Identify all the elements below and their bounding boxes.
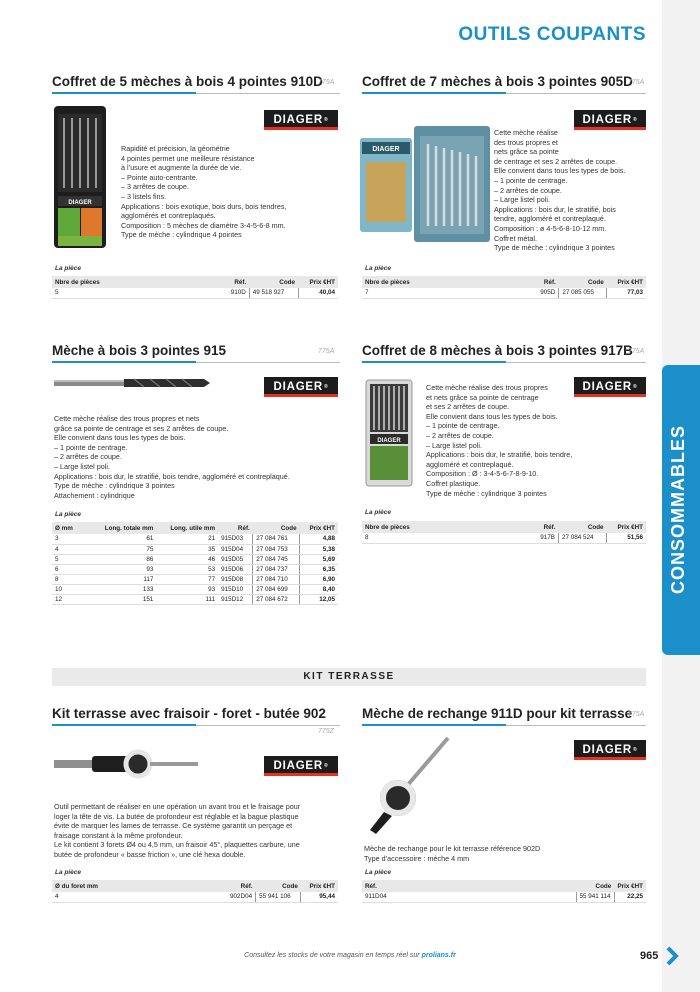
ref-tag-911d: 775A	[628, 711, 645, 718]
price-table-910d: Nbre de pièces Réf. Code Prix €HT 5 910D 49 518 927 40,04	[52, 276, 338, 299]
divider	[362, 361, 506, 363]
divider	[362, 724, 506, 726]
svg-text:DIAGER: DIAGER	[68, 200, 92, 206]
page-title: OUTILS COUPANTS	[458, 24, 646, 45]
product-title-915: Mèche à bois 3 pointes 915	[52, 343, 227, 358]
table-row: 8 117 77 915D08 27 084 710 6,90	[52, 574, 338, 584]
table-note: La pièce	[365, 869, 392, 876]
ref-tag-902: 775Z	[318, 728, 334, 735]
description-911d: Mèche de rechange pour le kit terrasse référence 902D Type d’accessoire : mèche 4 mm	[364, 844, 541, 863]
table-row: 8 917B 27 084 524 51,56	[362, 533, 646, 543]
table-note: La pièce	[55, 265, 82, 272]
table-row: 4 902D04 55 941 106 95,44	[52, 892, 338, 902]
brand-logo: DIAGER ®	[264, 756, 338, 776]
table-note: La pièce	[365, 509, 392, 516]
ref-tag-905d: 775A	[628, 79, 645, 86]
description-905d: Cette mèche réalise des trous propres et nets grâce sa pointe de centrage et ses 2 arrêtes de coupe. Elle convient dans tous les types de bois. – 1 pointe de centrage. – 2 arrêtes de coupe. – Large listel poli. Applications : bois dur, le stratifié, bois tendre, aggloméré et contreplaqué. Composition : ø 4-5-6-8-10-12 mm. Coffret métal. Type de mèche : cylindrique 3 pointes	[494, 128, 626, 253]
chevron-right-icon[interactable]	[664, 946, 680, 966]
product-image-902	[52, 738, 202, 790]
divider	[506, 725, 646, 726]
product-title-905d: Coffret de 7 mèches à bois 3 pointes 905D	[362, 74, 633, 89]
brand-logo: DIAGER ®	[574, 377, 646, 397]
price-table-917b: Nbre de pièces Réf. Code Prix €HT 8 917B 27 084 524 51,56	[362, 521, 646, 544]
divider	[52, 92, 196, 94]
table-row: 5 86 46 915D05 27 084 745 5,69	[52, 554, 338, 564]
product-title-911d: Mèche de rechange 911D pour kit terrasse	[362, 706, 633, 721]
table-row: 5 910D 49 518 927 40,04	[52, 288, 338, 298]
footer-link[interactable]: prolians.fr	[421, 952, 456, 959]
product-image-905d	[358, 122, 492, 244]
ref-tag-915: 775A	[318, 348, 335, 355]
brand-logo: DIAGER ®	[264, 110, 338, 130]
divider	[196, 362, 340, 363]
brand-logo: DIAGER ®	[574, 740, 646, 760]
ref-tag-917b: 775A	[628, 348, 645, 355]
table-row: 3 61 21 915D03 27 084 761 4,88	[52, 534, 338, 544]
product-image-911d	[362, 732, 462, 836]
brand-logo: DIAGER ®	[264, 377, 338, 397]
divider	[506, 362, 646, 363]
price-table-911d: Réf. Code Prix €HT 911D04 55 941 114 22,25	[362, 880, 646, 903]
price-table-905d: Nbre de pièces Réf. Code Prix €HT 7 905D 27 085 055 77,03	[362, 276, 646, 299]
table-note: La pièce	[55, 869, 82, 876]
table-note: La pièce	[365, 265, 392, 272]
product-image-910d	[52, 104, 110, 250]
page-number: 965	[640, 950, 659, 962]
table-note: La pièce	[55, 511, 82, 518]
price-table-902: Ø du foret mm Réf. Code Prix €HT 4 902D04 55 941 106 95,44	[52, 880, 338, 903]
section-band-kit-terrasse: KIT TERRASSE	[52, 668, 646, 686]
description-915: Cette mèche réalise des trous propres et nets grâce sa pointe de centrage et ses 2 arrêtes de coupe. Elle convient dans tous les types de bois. – 1 pointe de centrage. – 2 arrêtes de coupe. – Large listel poli. Applications : bois dur, le stratifié, bois tendre, aggloméré et contreplaqué. Type de mèche : cylindrique 3 pointes Attachement : cylindrique	[54, 414, 290, 500]
brand-logo: DIAGER ®	[574, 110, 646, 130]
product-image-915	[54, 374, 214, 392]
divider	[196, 725, 340, 726]
table-row: 4 75 35 915D04 27 084 753 5,38	[52, 544, 338, 554]
table-row: 12 151 111 915D12 27 084 672 12,05	[52, 594, 338, 604]
table-row: 10 133 93 915D10 27 084 699 8,40	[52, 584, 338, 594]
divider	[362, 92, 506, 94]
footer-note: Consultez les stocks de votre magasin en temps réel sur prolians.fr	[244, 952, 456, 959]
divider	[52, 361, 196, 363]
product-title-902: Kit terrasse avec fraisoir - foret - butée 902	[52, 706, 326, 721]
table-row: 7 905D 27 085 055 77,03	[362, 288, 646, 298]
product-title-917b: Coffret de 8 mèches à bois 3 pointes 917B	[362, 343, 633, 358]
svg-text:DIAGER: DIAGER	[377, 438, 401, 444]
divider	[52, 724, 196, 726]
category-label: CONSOMMABLES	[668, 425, 688, 595]
description-917b: Cette mèche réalise des trous propres et nets grâce sa pointe de centrage et ses 2 arrêtes de coupe. Elle convient dans tous les types de bois. – 1 pointe de centrage. – 2 arrêtes de coupe. – Large listel poli. Applications : bois dur, le stratifié, bois tendre, aggloméré et contreplaqué. Composition : Ø : 3-4-5-6-7-8-9-10. Coffret plastique. Type de mèche : cylindrique 3 pointes	[426, 383, 573, 498]
svg-text:DIAGER: DIAGER	[372, 146, 400, 153]
divider	[506, 93, 646, 94]
price-table-915: Ø mm Long. totale mm Long. utile mm Réf. Code Prix €HT 3 61 21 915D03 27 084 761 4,88 4 75 35 915D04 27 084 753 5,38 5 86 46 915D05 27 084 745 5,69 6 93 53 915D06 27 084 737 6,35 8 117 77 915D08 27 084 710 6,90 10 133 93 915D10 27 084 699 8,40 12 151 111 915D12 27 084 672 12,05	[52, 522, 338, 605]
description-910d: Rapidité et précision, la géométrie 4 pointes permet une meilleure résistance à l’usure et augmente la durée de vie. – Pointe auto-centrante. – 3 arrêtes de coupe. – 3 listels fins. Applications : bois exotique, bois durs, bois tendres, agglomérés et contreplaqués. Composition : 5 mèches de diamètre 3-4-5-6-8 mm. Type de mèche : cylindrique 4 pointes	[121, 144, 287, 240]
divider	[196, 93, 340, 94]
product-title-910d: Coffret de 5 mèches à bois 4 pointes 910D	[52, 74, 323, 89]
ref-tag-910d: 775A	[318, 79, 335, 86]
product-image-917b	[364, 378, 416, 490]
table-row: 911D04 55 941 114 22,25	[362, 892, 646, 902]
table-row: 6 93 53 915D06 27 084 737 6,35	[52, 564, 338, 574]
description-902: Outil permettant de réaliser en une opération un avant trou et le fraisage pour loger la tête de vis. La butée de profondeur est réglable et la bague plastique évite de marquer les lames de terrasse. Ce système garantit un perçage et fraisage constant à la même profondeur. Le kit contient 3 forets Ø4 ou 4,5 mm, un fraisoir 45°, plaquettes carbure, une butée de profondeur « basse friction », une clé hexa double.	[54, 802, 301, 859]
